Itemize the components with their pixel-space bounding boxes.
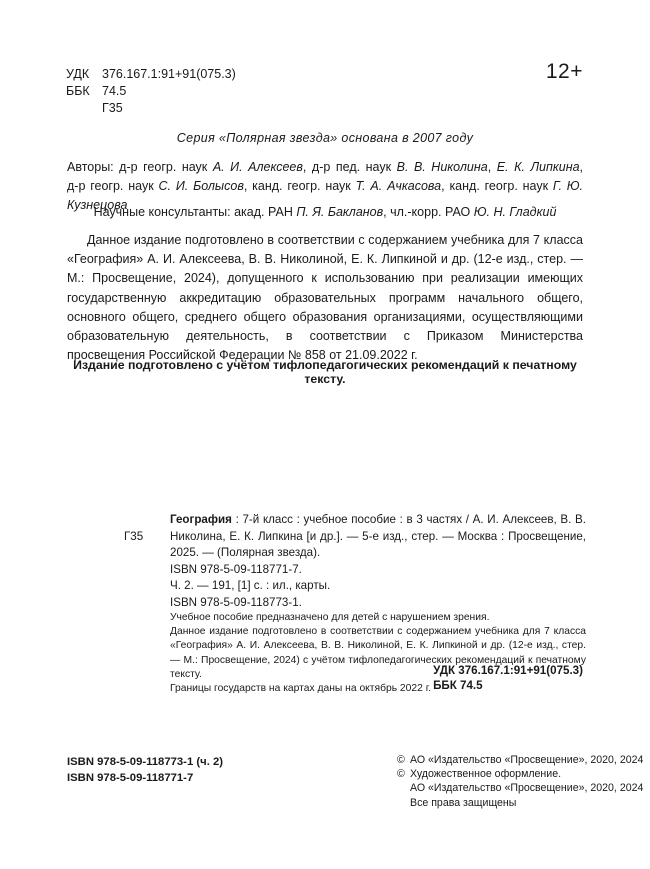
copyright-publisher-1: АО «Издательство «Просвещение», 2020, 2024	[410, 754, 644, 766]
udc-row	[66, 66, 236, 83]
sigla-value: Г35	[102, 101, 123, 115]
consultants-block	[67, 205, 583, 219]
footer-isbn-block	[67, 755, 223, 786]
copyright-design-label: Художественное оформление.	[410, 768, 562, 781]
consultants-middle: , чл.-корр. РАО	[383, 205, 474, 219]
cip-isbn-general: ISBN 978-5-09-118771-7.	[170, 562, 302, 576]
bbk-label: ББК	[66, 84, 90, 98]
author-name: С. И. Болысов	[158, 179, 244, 193]
udc-bottom-value: УДК 376.167.1:91+91(075.3)	[433, 664, 583, 677]
author-name: Т. А. Ачкасова	[355, 179, 442, 193]
classification-codes-top	[66, 66, 236, 117]
typhlo-notice: Издание подготовлено с учётом тифлопедагогических рекомендаций к печатному тексту.	[73, 358, 577, 386]
copyright-row-1	[397, 753, 643, 767]
author-name: Г. Ю. Кузнецова	[67, 179, 583, 212]
cip-note-3: Границы государств на картах даны на октябрь 2022 г.	[170, 683, 432, 695]
consultant-name: Ю. Н. Гладкий	[473, 205, 557, 219]
cip-sigla: Г35	[124, 529, 144, 543]
cip-part-statement: Ч. 2. — 191, [1] с. : ил., карты.	[170, 579, 331, 593]
cip-title: География	[170, 513, 232, 526]
copyright-icon: ©	[397, 768, 405, 781]
cip-statement: : 7-й класс : учебное пособие : в 3 частях / А. И. Алексеев, В. В. Николина, Е. К. Липкина [и др.]. — 5-е изд., стер. — Москва : Просвещение, 2025. — (Полярная звезда).	[170, 513, 586, 560]
cip-note-2-text: Данное издание подготовлено в соответствии с содержанием учебника для 7 класса «География» А. И. Алексеева, В. В. Николиной, Е. К. Липкиной и др. (12-е изд., стер. — М.: Просвещение, 2024) с учётом тифлопедагогических рекомендаций к печатному тексту.	[170, 626, 586, 680]
copyright-icon: ©	[397, 754, 405, 766]
udc-label: УДК	[66, 67, 90, 81]
consultant-name: П. Я. Бакланов	[296, 205, 384, 219]
cip-note-1: Учебное пособие предназначено для детей с нарушением зрения.	[170, 612, 490, 623]
sigla-label	[66, 100, 102, 117]
cip-isbn-part: ISBN 978-5-09-118773-1.	[170, 595, 302, 609]
bbk-bottom-value: ББК 74.5	[433, 679, 483, 692]
udc-value: 376.167.1:91+91(075.3)	[102, 67, 236, 81]
sigla-row	[66, 100, 236, 117]
authors-line-1: Авторы: д-р геогр. наук А. И. Алексеев, д-р пед. наук В. В. Николина, Е. К. Липкина,	[67, 160, 584, 174]
author-name: Е. К. Липкина	[496, 160, 580, 174]
copyright-publisher-2: АО «Издательство «Просвещение», 2020, 2024	[410, 782, 644, 795]
footer-isbn-part: ISBN 978-5-09-118773-1 (ч. 2)	[67, 756, 224, 768]
footer-isbn-general: ISBN 978-5-09-118771-7	[67, 771, 194, 784]
classification-codes-bottom	[433, 663, 583, 693]
cip-main-entry	[170, 512, 586, 562]
consultants-prefix: Научные консультанты: акад. РАН	[93, 205, 297, 219]
series-note: Серия «Полярная звезда» основана в 2007 году	[176, 131, 474, 145]
bbk-value: 74.5	[102, 84, 127, 98]
age-rating-mark: 12+	[545, 60, 583, 83]
authors-line-2: д-р геогр. наук С. И. Болысов, канд. геогр. наук Т. А. Ачкасова, канд. геогр. наук Г. Ю. Кузнецова	[67, 179, 583, 212]
author-name: В. В. Николина	[396, 160, 488, 174]
author-name: А. И. Алексеев	[212, 160, 303, 174]
bbk-row	[66, 83, 236, 100]
rights-reserved: Все права защищены	[410, 796, 517, 809]
footer-copyright-block	[397, 753, 643, 810]
copyright-row-2	[397, 767, 643, 781]
approval-paragraph: Данное издание подготовлено в соответствии с содержанием учебника для 7 класса «География» А. И. Алексеева, В. В. Николиной, Е. К. Липкиной и др. (12-е изд., стер. — М.: Просвещение, 2024), допущенного к использованию при реализации имеющих государственную аккредитацию образовательных программ начального общего, основного общего, среднего общего образования организациями, осуществляющими образовательную деятельность, в соответствии с Приказом Министерства просвещения Российской Федерации № 858 от 21.09.2022 г.	[67, 233, 583, 363]
